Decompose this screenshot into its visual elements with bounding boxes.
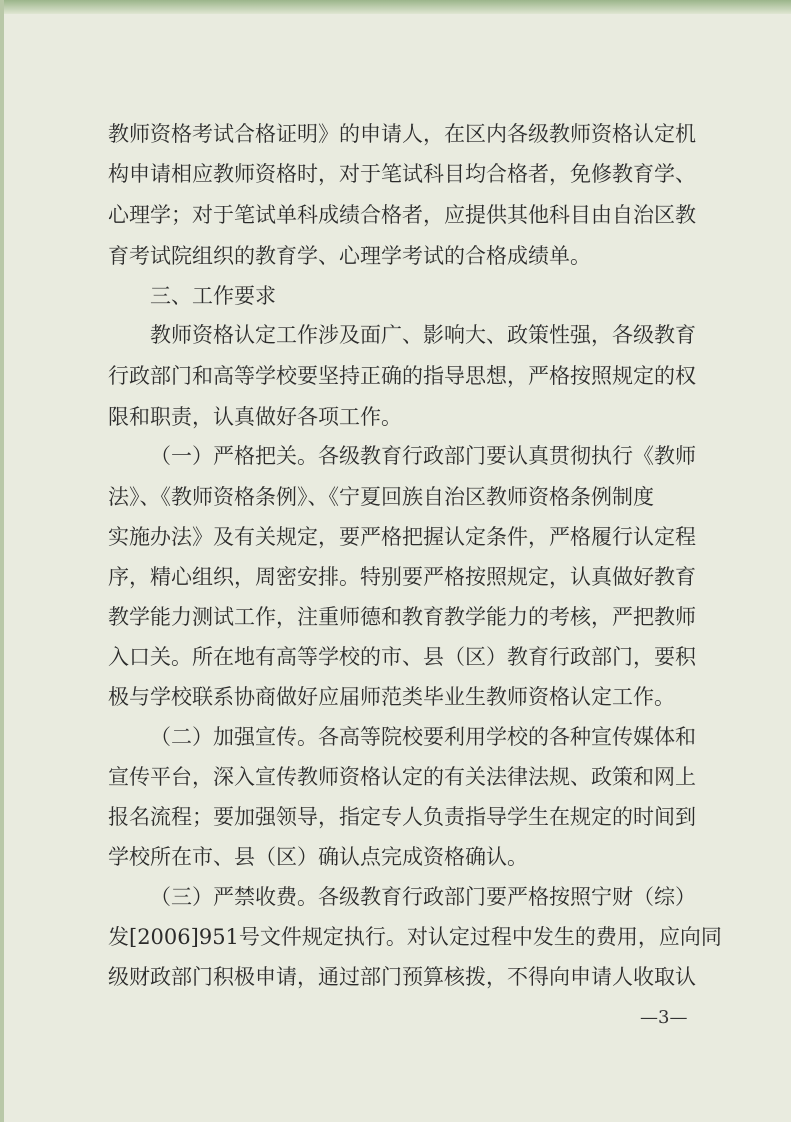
text-line bbox=[0, 597, 791, 637]
text-line-content: 实施办法》及有关规定，要严格把握认定条件，严格履行认定程 bbox=[108, 525, 696, 549]
text-line-content: 级财政部门积极申请，通过部门预算核拨，不得向申请人收取认 bbox=[108, 965, 696, 989]
text-line bbox=[0, 315, 791, 355]
text-line bbox=[0, 957, 791, 997]
text-line bbox=[0, 557, 791, 597]
text-line-content: 教师资格考试合格证明》的申请人，在区内各级教师资格认定机 bbox=[108, 122, 696, 146]
text-line bbox=[0, 154, 791, 194]
text-line bbox=[0, 397, 791, 437]
text-line-content: 限和职责，认真做好各项工作。 bbox=[108, 405, 402, 429]
text-line-content: 极与学校联系协商做好应届师范类毕业生教师资格认定工作。 bbox=[108, 685, 675, 709]
text-line-content: 学校所在市、县（区）确认点完成资格确认。 bbox=[108, 845, 528, 869]
text-line-content: 教师资格认定工作涉及面广、影响大、政策性强，各级教育 bbox=[150, 323, 696, 347]
text-line-content: 构申请相应教师资格时，对于笔试科目均合格者，免修教育学、 bbox=[108, 162, 696, 186]
text-line bbox=[0, 837, 791, 877]
text-line-content: 心理学；对于笔试单科成绩合格者，应提供其他科目由自治区教 bbox=[108, 203, 696, 227]
text-line bbox=[0, 677, 791, 717]
text-line-content: 育考试院组织的教育学、心理学考试的合格成绩单。 bbox=[108, 244, 591, 268]
text-line-content: 序，精心组织，周密安排。特别要严格按照规定，认真做好教育 bbox=[108, 565, 696, 589]
text-line bbox=[0, 877, 791, 917]
text-line-content: 宣传平台，深入宣传教师资格认定的有关法律法规、政策和网上 bbox=[108, 765, 696, 789]
text-line-content: 法》、《教师资格条例》、《宁夏回族自治区教师资格条例制度 bbox=[108, 485, 654, 509]
text-line bbox=[0, 477, 791, 517]
text-line bbox=[0, 195, 791, 235]
text-line-content: （一）严格把关。各级教育行政部门要认真贯彻执行《教师 bbox=[150, 444, 696, 468]
text-line-content: 发[2006]951号文件规定执行。对认定过程中发生的费用，应向同 bbox=[108, 925, 722, 949]
text-line bbox=[0, 236, 791, 276]
text-line bbox=[0, 517, 791, 557]
text-line bbox=[0, 436, 791, 476]
text-line-content: 行政部门和高等学校要坚持正确的指导思想，严格按照规定的权 bbox=[108, 364, 696, 388]
text-line-content: （二）加强宣传。各高等院校要利用学校的各种宣传媒体和 bbox=[150, 725, 696, 749]
section-heading bbox=[0, 276, 791, 316]
section-heading-text: 三、工作要求 bbox=[150, 284, 276, 308]
text-line-content: 入口关。所在地有高等学校的市、县（区）教育行政部门，要积 bbox=[108, 645, 696, 669]
text-line bbox=[0, 114, 791, 154]
text-line bbox=[0, 917, 791, 957]
text-line-content: （三）严禁收费。各级教育行政部门要严格按照宁财（综） bbox=[150, 885, 696, 909]
page-number: —3— bbox=[640, 1007, 688, 1028]
text-line bbox=[0, 757, 791, 797]
text-line bbox=[0, 717, 791, 757]
text-line bbox=[0, 637, 791, 677]
text-line bbox=[0, 797, 791, 837]
text-line-content: 报名流程；要加强领导，指定专人负责指导学生在规定的时间到 bbox=[108, 805, 696, 829]
text-line bbox=[0, 356, 791, 396]
text-line-content: 教学能力测试工作，注重师德和教育教学能力的考核，严把教师 bbox=[108, 605, 696, 629]
